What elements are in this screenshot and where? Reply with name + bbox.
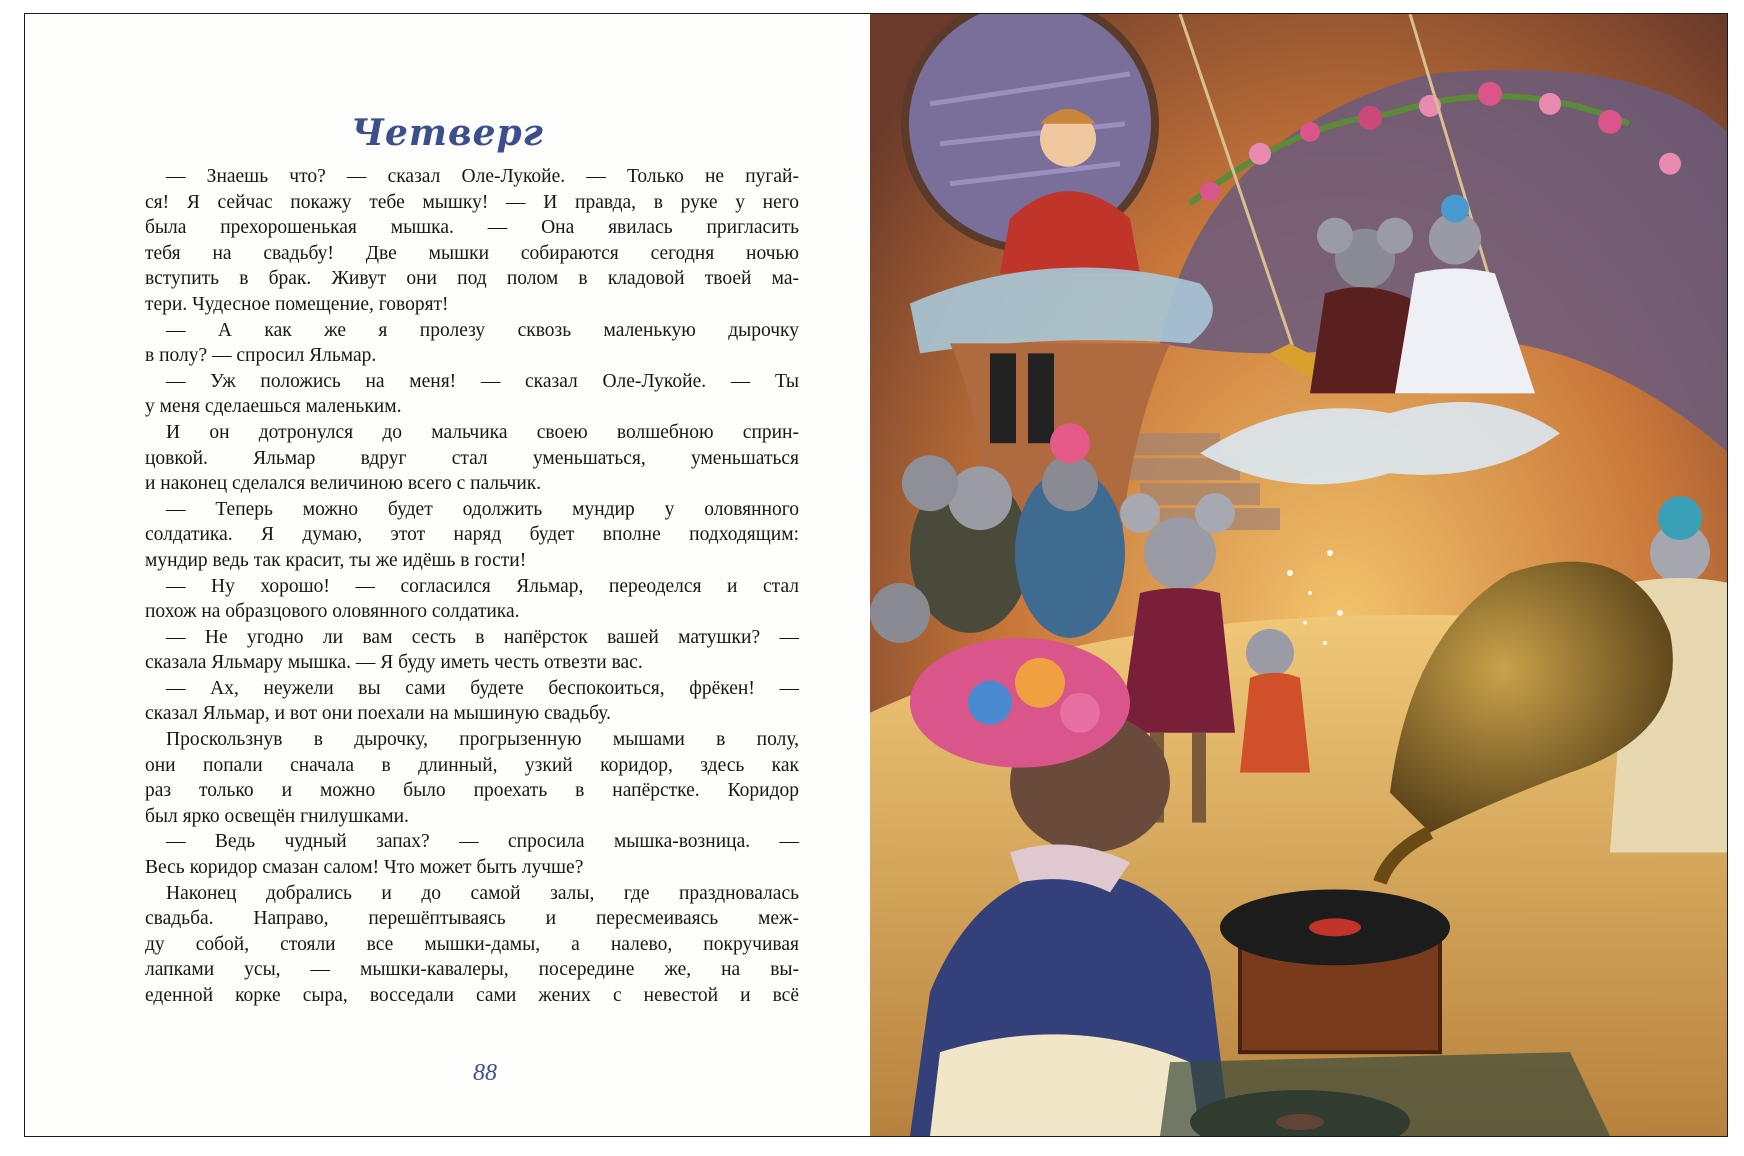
illustration-art <box>870 14 1728 1136</box>
text-line: И он дотронулся до мальчика своею волшебною сприн- <box>166 421 799 443</box>
text-line: еденной корке сыра, восседали сами жених с невестой и всё <box>145 985 799 1006</box>
text-line: сказала Яльмару мышка. — Я буду иметь честь отвезти вас. <box>145 652 643 674</box>
body-text <box>145 164 799 1009</box>
text-line: мундир ведь так красит, ты же идёшь в гости! <box>145 549 527 571</box>
text-line: Наконец добрались и до самой залы, где праздновалась <box>166 882 799 904</box>
text-line: — А как же я пролезу сквозь маленькую дырочку <box>166 319 799 341</box>
text-line: ся! Я сейчас покажу тебе мышку! — И правда, в руке у него <box>145 191 799 213</box>
text-line: они попали сначала в длинный, узкий коридор, здесь как <box>145 754 799 776</box>
text-line: цовкой. Яльмар вдруг стал уменьшаться, уменьшаться <box>145 447 799 469</box>
text-line: — Ах, неужели вы сами будете беспокоиться, фрёкен! — <box>166 677 799 699</box>
text-line: сказал Яльмар, и вот они поехали на мышиную свадьбу. <box>145 703 611 725</box>
text-line: солдатика. Я думаю, этот наряд будет вполне подходящим: <box>145 524 799 546</box>
book-spread <box>24 13 1728 1137</box>
text-line: и наконец сделался величиною всего с пальчик. <box>145 473 542 495</box>
text-line: вступить в брак. Живут они под полом в кладовой твоей ма- <box>145 268 799 290</box>
page-number: 88 <box>473 1060 497 1086</box>
illustration-mouse-wedding <box>870 14 1728 1136</box>
text-line: была прехорошенькая мышка. — Она явилась пригласить <box>145 217 799 239</box>
text-line: ду собой, стояли все мышки-дамы, а налево, покручивая <box>145 933 799 955</box>
text-line: тебя на свадьбу! Две мышки собираются сегодня ночью <box>145 242 799 264</box>
text-line: тери. Чудесное помещение, говорят! <box>145 293 449 315</box>
text-line: раз только и можно было проехать в напёрстке. Коридор <box>145 780 799 802</box>
chapter-title: Четверг <box>351 112 544 154</box>
text-line: Весь коридор смазан салом! Что может быть лучше? <box>145 857 584 879</box>
text-line: — Не угодно ли вам сесть в напёрсток вашей матушки? — <box>166 626 799 648</box>
text-line: лапками усы, — мышки-кавалеры, посередине же, на вы- <box>145 959 799 981</box>
text-line: похож на образцового оловянного солдатика. <box>145 601 520 623</box>
text-line: — Ну хорошо! — согласился Яльмар, переоделся и стал <box>166 575 799 597</box>
text-line: у меня сделаешься маленьким. <box>145 396 402 418</box>
text-page <box>25 14 870 1136</box>
text-line: — Теперь можно будет одолжить мундир у оловянного <box>166 498 799 520</box>
text-line: — Уж положись на меня! — сказал Оле-Лукойе. — Ты <box>166 370 799 392</box>
text-line: в полу? — спросил Яльмар. <box>145 345 377 367</box>
text-line: был ярко освещён гнилушками. <box>145 805 409 827</box>
text-line: Проскользнув в дырочку, прогрызенную мышами в полу, <box>166 729 799 751</box>
text-line: — Ведь чудный запах? — спросила мышка-возница. — <box>166 831 799 853</box>
text-line: свадьба. Направо, перешёптываясь и пересмеиваясь меж- <box>145 908 799 930</box>
text-line: — Знаешь что? — сказал Оле-Лукойе. — Только не пугай- <box>166 166 799 187</box>
